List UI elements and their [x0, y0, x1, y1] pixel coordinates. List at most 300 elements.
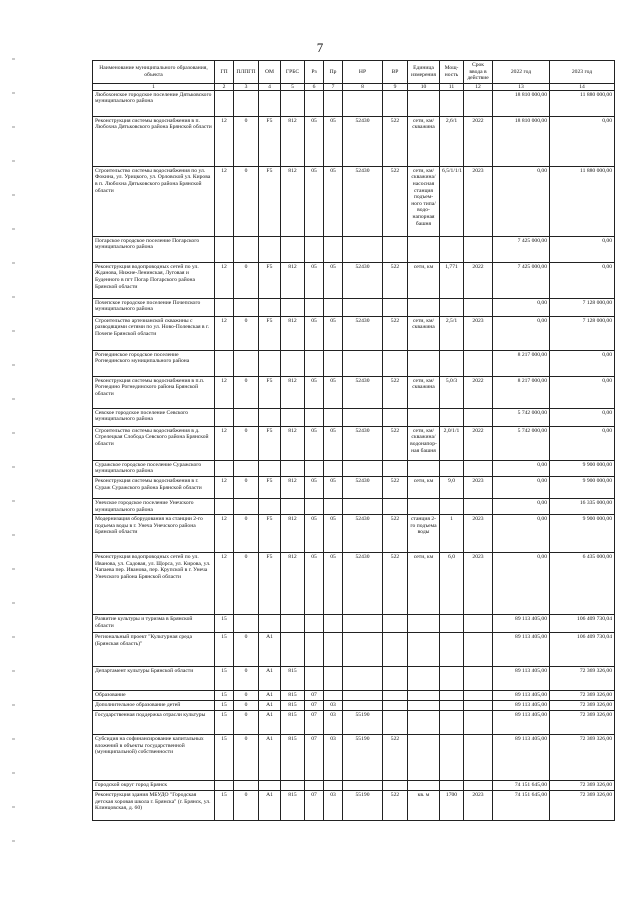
cell-vr — [383, 667, 408, 691]
cell-nr — [343, 498, 383, 514]
cell-term — [464, 298, 493, 316]
cell-y2023: 6 435 000,00 — [550, 553, 615, 615]
cell-pr: 03 — [324, 735, 343, 781]
cell-pr — [324, 498, 343, 514]
cell-rz — [305, 408, 324, 426]
cell-pr: 03 — [324, 711, 343, 735]
cell-plpgp: 0 — [234, 691, 259, 701]
cell-y2022: 8 217 000,00 — [493, 350, 550, 376]
cell-power — [440, 498, 464, 514]
cell-vr — [383, 711, 408, 735]
cell-rz: 05 — [305, 476, 324, 498]
cell-rz: 05 — [305, 376, 324, 408]
cell-term — [464, 735, 493, 781]
cell-gp — [215, 90, 234, 116]
cell-vr: 522 — [383, 553, 408, 615]
column-number: 8 — [343, 83, 383, 90]
cell-grbs: 812 — [281, 426, 305, 460]
cell-grbs: 812 — [281, 262, 305, 298]
cell-grbs — [281, 408, 305, 426]
cell-grbs — [281, 615, 305, 633]
cell-nr — [343, 667, 383, 691]
cell-power — [440, 460, 464, 476]
cell-om: A1 — [259, 633, 281, 667]
cell-power: 6,5/1/1/1 — [440, 166, 464, 236]
cell-name: Строительство системы водоснабжения по ул. Фокина, ул. Урицкого, ул. Орловской ул. Кирова в п. Любохна Дятьковского района Брянской области — [93, 166, 215, 236]
cell-y2023: 9 900 000,00 — [550, 476, 615, 498]
table-row — [93, 633, 615, 667]
header-cell: НР — [343, 61, 383, 84]
cell-pr: 05 — [324, 476, 343, 498]
table-row — [93, 316, 615, 350]
cell-om — [259, 90, 281, 116]
cell-gp: 12 — [215, 316, 234, 350]
cell-gp: 15 — [215, 711, 234, 735]
cell-vr — [383, 781, 408, 791]
cell-pr: 05 — [324, 166, 343, 236]
cell-nr: 52430 — [343, 476, 383, 498]
cell-om: A1 — [259, 791, 281, 821]
cell-om: A1 — [259, 701, 281, 711]
cell-om: A1 — [259, 691, 281, 701]
cell-name: Строительство системы водоснабжения в д. Стрелецкая Слобода Севского района Брянской области — [93, 426, 215, 460]
cell-nr — [343, 236, 383, 262]
cell-name: Модернизация оборудования на станции 2-го подъема воды в г. Унеча Унечского района Брянской области — [93, 515, 215, 553]
binding-holes — [12, 0, 16, 905]
cell-rz: 05 — [305, 515, 324, 553]
cell-plpgp: 0 — [234, 633, 259, 667]
cell-y2023: 72 369 326,00 — [550, 691, 615, 701]
cell-nr: 52430 — [343, 262, 383, 298]
cell-term: 2023 — [464, 166, 493, 236]
cell-vr — [383, 701, 408, 711]
cell-grbs: 812 — [281, 376, 305, 408]
cell-unit — [408, 633, 440, 667]
header-cell: 2022 год — [493, 61, 550, 84]
cell-vr: 522 — [383, 262, 408, 298]
cell-nr — [343, 460, 383, 476]
cell-vr — [383, 691, 408, 701]
cell-y2023: 72 369 326,00 — [550, 667, 615, 691]
cell-vr: 522 — [383, 376, 408, 408]
cell-power — [440, 236, 464, 262]
cell-power — [440, 701, 464, 711]
cell-name: Любохонское городское поселение Дятьковского муниципального района — [93, 90, 215, 116]
cell-gp: 15 — [215, 735, 234, 781]
table-row — [93, 262, 615, 298]
cell-unit — [408, 615, 440, 633]
cell-grbs — [281, 498, 305, 514]
cell-plpgp: 0 — [234, 791, 259, 821]
cell-unit — [408, 498, 440, 514]
cell-plpgp — [234, 615, 259, 633]
cell-nr: 52430 — [343, 166, 383, 236]
table-row — [93, 376, 615, 408]
cell-term: 2022 — [464, 116, 493, 166]
column-number: 4 — [259, 83, 281, 90]
cell-term: 2023 — [464, 515, 493, 553]
cell-vr — [383, 298, 408, 316]
cell-pr — [324, 408, 343, 426]
table-row — [93, 701, 615, 711]
cell-term — [464, 350, 493, 376]
cell-gp — [215, 408, 234, 426]
cell-pr: 05 — [324, 116, 343, 166]
cell-plpgp: 0 — [234, 426, 259, 460]
cell-om — [259, 498, 281, 514]
cell-grbs: 812 — [281, 515, 305, 553]
cell-name: Реконструкция водопроводных сетей по ул. Жданова, Нижне-Ленинская, Луговая и Буденного в пгт Погар Погарского района Брянской области — [93, 262, 215, 298]
cell-nr — [343, 408, 383, 426]
cell-nr: 52430 — [343, 316, 383, 350]
cell-term — [464, 90, 493, 116]
cell-name: Дополнительное образование детей — [93, 701, 215, 711]
cell-name: Унечское городское поселение Унечского муниципального района — [93, 498, 215, 514]
header-cell: 2023 год — [550, 61, 615, 84]
cell-om: F5 — [259, 262, 281, 298]
cell-y2022: 89 113 405,00 — [493, 633, 550, 667]
cell-nr — [343, 615, 383, 633]
cell-name: Реконструкция водопроводных сетей по ул. Иванова, ул. Садовая, ул. Щорса, ул. Кирова, ул. Чапаева пер. Иванова, пер. Крупской в г. Унеча Унечского района Брянской области — [93, 553, 215, 615]
cell-unit: сети, км/ скважина/ насосная станция подъем-ного типа/водо-напорная башня — [408, 166, 440, 236]
cell-name: Погарское городское поселение Погарского муниципального района — [93, 236, 215, 262]
cell-power: 9,0 — [440, 476, 464, 498]
cell-pr — [324, 615, 343, 633]
cell-power: 1,771 — [440, 262, 464, 298]
cell-gp — [215, 498, 234, 514]
cell-plpgp: 0 — [234, 667, 259, 691]
cell-gp: 12 — [215, 515, 234, 553]
header-cell: Наименование муниципального образования, объекта — [93, 61, 215, 84]
cell-power: 2,0/1/1 — [440, 426, 464, 460]
cell-y2022: 0,00 — [493, 553, 550, 615]
cell-vr — [383, 236, 408, 262]
cell-vr: 522 — [383, 116, 408, 166]
header-cell: Срок ввода в действие — [464, 61, 493, 84]
column-number: 5 — [281, 83, 305, 90]
cell-y2023: 11 880 000,00 — [550, 90, 615, 116]
cell-y2023: 0,00 — [550, 236, 615, 262]
cell-unit — [408, 711, 440, 735]
cell-vr — [383, 615, 408, 633]
cell-unit — [408, 781, 440, 791]
cell-y2023: 72 369 326,00 — [550, 735, 615, 781]
cell-rz: 07 — [305, 711, 324, 735]
cell-nr — [343, 350, 383, 376]
cell-pr — [324, 691, 343, 701]
cell-gp: 15 — [215, 701, 234, 711]
cell-y2022: 89 113 405,00 — [493, 711, 550, 735]
header-cell: ГРБС — [281, 61, 305, 84]
cell-power: 1700 — [440, 791, 464, 821]
column-number: 10 — [408, 83, 440, 90]
cell-rz — [305, 633, 324, 667]
header-cell: Единица измерения — [408, 61, 440, 84]
cell-power — [440, 667, 464, 691]
cell-grbs: 812 — [281, 476, 305, 498]
cell-unit: сети, км/ скважина — [408, 376, 440, 408]
cell-unit: сети, км/ скважина — [408, 316, 440, 350]
cell-plpgp — [234, 350, 259, 376]
cell-plpgp: 0 — [234, 701, 259, 711]
table-row — [93, 460, 615, 476]
cell-y2022: 0,00 — [493, 316, 550, 350]
cell-plpgp: 0 — [234, 262, 259, 298]
cell-power — [440, 350, 464, 376]
cell-rz — [305, 236, 324, 262]
cell-rz — [305, 498, 324, 514]
cell-y2022: 0,00 — [493, 515, 550, 553]
cell-grbs: 815 — [281, 691, 305, 701]
cell-om — [259, 350, 281, 376]
cell-name: Реконструкция системы водоснабжения в п. Любохна Дятьковского района Брянской области — [93, 116, 215, 166]
cell-plpgp — [234, 498, 259, 514]
cell-grbs — [281, 781, 305, 791]
cell-name: Суражское городское поселение Суражского муниципального района — [93, 460, 215, 476]
cell-gp: 15 — [215, 691, 234, 701]
cell-name: Государственная поддержка отрасли культуры — [93, 711, 215, 735]
cell-vr: 522 — [383, 166, 408, 236]
cell-y2023: 0,00 — [550, 426, 615, 460]
cell-power — [440, 691, 464, 701]
header-cell: Рз — [305, 61, 324, 84]
cell-name: Почепское городское поселение Почепского муниципального района — [93, 298, 215, 316]
cell-power: 6,0 — [440, 553, 464, 615]
cell-grbs — [281, 90, 305, 116]
cell-plpgp — [234, 460, 259, 476]
cell-y2023: 0,00 — [550, 350, 615, 376]
cell-gp: 15 — [215, 615, 234, 633]
header-cell: ГП — [215, 61, 234, 84]
cell-rz: 07 — [305, 701, 324, 711]
cell-pr: 05 — [324, 316, 343, 350]
cell-vr — [383, 408, 408, 426]
cell-y2022: 7 425 000,00 — [493, 236, 550, 262]
cell-pr — [324, 298, 343, 316]
table-row — [93, 166, 615, 236]
cell-om: A1 — [259, 667, 281, 691]
cell-rz: 05 — [305, 316, 324, 350]
cell-grbs — [281, 350, 305, 376]
cell-vr: 522 — [383, 515, 408, 553]
cell-term — [464, 667, 493, 691]
cell-nr: 55190 — [343, 711, 383, 735]
cell-y2022: 18 810 000,00 — [493, 90, 550, 116]
cell-vr: 522 — [383, 476, 408, 498]
cell-name: Рогнединское городское поселение Рогнединского муниципального района — [93, 350, 215, 376]
column-number: 9 — [383, 83, 408, 90]
cell-pr: 03 — [324, 701, 343, 711]
column-number-row — [93, 83, 615, 90]
cell-pr — [324, 633, 343, 667]
cell-vr — [383, 498, 408, 514]
header-cell: Пр — [324, 61, 343, 84]
cell-nr: 52430 — [343, 116, 383, 166]
cell-gp — [215, 460, 234, 476]
table-row — [93, 553, 615, 615]
cell-power — [440, 711, 464, 735]
cell-vr: 522 — [383, 316, 408, 350]
cell-vr: 522 — [383, 735, 408, 781]
cell-pr — [324, 781, 343, 791]
cell-plpgp — [234, 236, 259, 262]
cell-om: F5 — [259, 476, 281, 498]
cell-term — [464, 633, 493, 667]
column-number: 1 — [93, 83, 215, 90]
cell-unit: станция 2-го подъема воды — [408, 515, 440, 553]
cell-y2023: 0,00 — [550, 116, 615, 166]
cell-rz — [305, 350, 324, 376]
cell-term: 2022 — [464, 426, 493, 460]
table-row — [93, 791, 615, 821]
cell-plpgp — [234, 408, 259, 426]
cell-y2023: 106 409 730,04 — [550, 615, 615, 633]
cell-rz — [305, 615, 324, 633]
cell-gp: 12 — [215, 166, 234, 236]
cell-om: F5 — [259, 316, 281, 350]
cell-term — [464, 615, 493, 633]
cell-pr: 05 — [324, 553, 343, 615]
cell-unit — [408, 735, 440, 781]
cell-rz — [305, 298, 324, 316]
cell-term: 2023 — [464, 316, 493, 350]
table-row — [93, 515, 615, 553]
cell-term: 2023 — [464, 791, 493, 821]
cell-power — [440, 90, 464, 116]
cell-gp — [215, 298, 234, 316]
cell-rz: 07 — [305, 791, 324, 821]
cell-grbs — [281, 460, 305, 476]
cell-name: Региональный проект "Культурная среда (Брянская область)" — [93, 633, 215, 667]
cell-name: Развитие культуры и туризма в Брянской области — [93, 615, 215, 633]
cell-rz: 05 — [305, 553, 324, 615]
cell-pr: 03 — [324, 791, 343, 821]
cell-name: Реконструкция системы водоснабжения в п.п. Рогнедино Рогнединского района Брянской области — [93, 376, 215, 408]
cell-y2022: 89 113 405,00 — [493, 735, 550, 781]
cell-rz: 05 — [305, 166, 324, 236]
cell-y2023: 7 128 000,00 — [550, 316, 615, 350]
cell-y2023: 0,00 — [550, 408, 615, 426]
cell-vr — [383, 90, 408, 116]
cell-gp: 15 — [215, 791, 234, 821]
cell-om — [259, 236, 281, 262]
header-cell: ВР — [383, 61, 408, 84]
cell-term — [464, 498, 493, 514]
cell-y2023: 0,00 — [550, 262, 615, 298]
cell-y2023: 0,00 — [550, 376, 615, 408]
table-row — [93, 498, 615, 514]
page-number: 7 — [316, 40, 324, 55]
cell-nr: 55190 — [343, 735, 383, 781]
cell-term: 2022 — [464, 262, 493, 298]
cell-y2022: 18 810 000,00 — [493, 116, 550, 166]
cell-rz — [305, 781, 324, 791]
cell-om: F5 — [259, 515, 281, 553]
cell-pr — [324, 236, 343, 262]
cell-om: F5 — [259, 553, 281, 615]
cell-gp: 12 — [215, 376, 234, 408]
cell-y2022: 8 217 000,00 — [493, 376, 550, 408]
cell-grbs — [281, 633, 305, 667]
cell-gp: 12 — [215, 116, 234, 166]
cell-plpgp: 0 — [234, 316, 259, 350]
cell-name: Департамент культуры Брянской области — [93, 667, 215, 691]
cell-gp: 15 — [215, 667, 234, 691]
cell-y2022: 74 151 645,00 — [493, 791, 550, 821]
cell-plpgp: 0 — [234, 553, 259, 615]
cell-power: 1 — [440, 515, 464, 553]
cell-unit: кв. м — [408, 791, 440, 821]
table-row — [93, 781, 615, 791]
cell-y2022: 7 425 000,00 — [493, 262, 550, 298]
cell-nr: 55190 — [343, 791, 383, 821]
cell-gp: 15 — [215, 633, 234, 667]
cell-rz: 07 — [305, 691, 324, 701]
cell-rz: 05 — [305, 262, 324, 298]
cell-nr: 52430 — [343, 426, 383, 460]
cell-om: F5 — [259, 166, 281, 236]
cell-nr: 52430 — [343, 515, 383, 553]
cell-plpgp: 0 — [234, 735, 259, 781]
column-number: 12 — [464, 83, 493, 90]
cell-y2023: 72 369 326,00 — [550, 711, 615, 735]
cell-vr — [383, 460, 408, 476]
cell-vr: 522 — [383, 791, 408, 821]
table-row — [93, 426, 615, 460]
cell-rz — [305, 90, 324, 116]
cell-grbs: 812 — [281, 116, 305, 166]
header-cell: Мощ-ность — [440, 61, 464, 84]
cell-vr: 522 — [383, 426, 408, 460]
table-row — [93, 667, 615, 691]
cell-vr — [383, 633, 408, 667]
cell-gp — [215, 236, 234, 262]
cell-unit — [408, 90, 440, 116]
cell-pr — [324, 460, 343, 476]
cell-name: Образование — [93, 691, 215, 701]
cell-name: Субсидия на софинансирование капитальных вложений в объекты государственной (муниципальной) собственности — [93, 735, 215, 781]
cell-rz: 07 — [305, 735, 324, 781]
cell-gp: 12 — [215, 262, 234, 298]
cell-pr: 05 — [324, 376, 343, 408]
cell-rz: 05 — [305, 426, 324, 460]
cell-om — [259, 460, 281, 476]
cell-gp — [215, 350, 234, 376]
cell-unit — [408, 460, 440, 476]
cell-gp: 12 — [215, 553, 234, 615]
column-number: 13 — [493, 83, 550, 90]
cell-grbs: 815 — [281, 735, 305, 781]
cell-power — [440, 615, 464, 633]
cell-y2022: 74 151 645,00 — [493, 781, 550, 791]
column-number: 2 — [215, 83, 234, 90]
cell-y2023: 72 369 326,00 — [550, 791, 615, 821]
cell-plpgp — [234, 781, 259, 791]
cell-grbs: 812 — [281, 166, 305, 236]
cell-plpgp: 0 — [234, 711, 259, 735]
table-row — [93, 350, 615, 376]
cell-y2022: 0,00 — [493, 476, 550, 498]
cell-unit — [408, 667, 440, 691]
cell-unit — [408, 691, 440, 701]
cell-om: A1 — [259, 735, 281, 781]
cell-name: Севское городское поселение Севского муниципального района — [93, 408, 215, 426]
cell-y2023: 72 369 326,00 — [550, 701, 615, 711]
cell-y2022: 89 113 405,00 — [493, 701, 550, 711]
cell-power — [440, 633, 464, 667]
cell-rz: 05 — [305, 116, 324, 166]
cell-nr — [343, 701, 383, 711]
